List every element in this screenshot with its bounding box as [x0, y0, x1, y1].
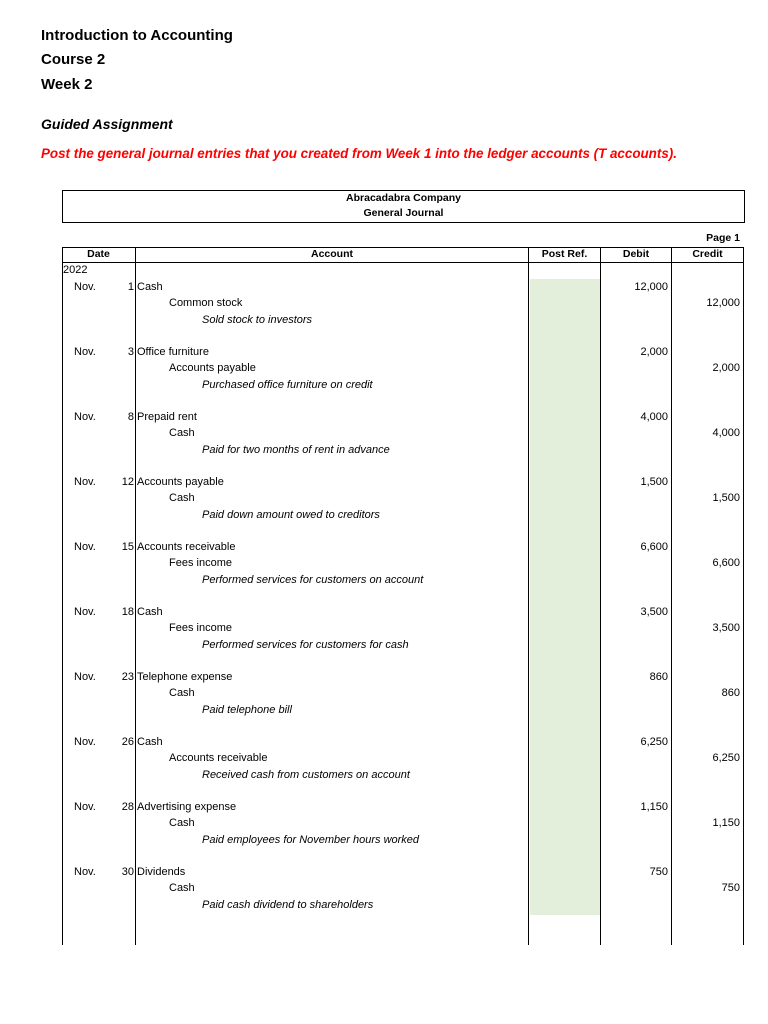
course-number: Course 2 — [41, 51, 106, 68]
entry-debit-account: Cash — [137, 281, 163, 293]
journal-entry-row — [0, 606, 768, 664]
entry-description: Paid cash dividend to shareholders — [202, 899, 374, 911]
course-title: Introduction to Accounting — [41, 27, 233, 44]
entry-day: 12 — [121, 476, 134, 488]
entry-debit-account: Dividends — [137, 866, 186, 878]
entry-day: 28 — [121, 801, 134, 813]
entry-description: Sold stock to investors — [202, 314, 313, 326]
journal-year: 2022 — [63, 264, 88, 276]
entry-debit-account: Accounts payable — [137, 476, 224, 488]
entry-debit-amount: 860 — [649, 671, 668, 683]
entry-month: Nov. — [74, 541, 96, 553]
entry-day: 18 — [121, 606, 134, 618]
entry-credit-amount: 3,500 — [712, 622, 740, 634]
entry-description: Received cash from customers on account — [202, 769, 410, 781]
journal-entry-row — [0, 476, 768, 534]
entry-debit-amount: 2,000 — [640, 346, 668, 358]
entry-credit-account: Cash — [169, 687, 195, 699]
page-number: Page 1 — [706, 232, 740, 244]
entry-debit-amount: 4,000 — [640, 411, 668, 423]
entry-credit-amount: 860 — [721, 687, 740, 699]
entry-debit-amount: 1,150 — [640, 801, 668, 813]
week-label: Week 2 — [41, 76, 93, 93]
entry-month: Nov. — [74, 346, 96, 358]
entry-credit-account: Cash — [169, 817, 195, 829]
entry-credit-amount: 1,150 — [712, 817, 740, 829]
entry-description: Paid down amount owed to creditors — [202, 509, 380, 521]
entry-credit-amount: 6,600 — [712, 557, 740, 569]
entry-credit-account: Cash — [169, 427, 195, 439]
entry-day: 1 — [127, 281, 134, 293]
entry-description: Purchased office furniture on credit — [202, 379, 373, 391]
entry-debit-account: Advertising expense — [137, 801, 237, 813]
entry-debit-amount: 1,500 — [640, 476, 668, 488]
entry-debit-amount: 6,250 — [640, 736, 668, 748]
entry-month: Nov. — [74, 476, 96, 488]
entry-debit-amount: 6,600 — [640, 541, 668, 553]
journal-entry-row — [0, 541, 768, 599]
entry-debit-account: Cash — [137, 736, 163, 748]
entry-credit-amount: 12,000 — [706, 297, 740, 309]
entry-debit-amount: 12,000 — [634, 281, 668, 293]
entry-credit-account: Cash — [169, 882, 195, 894]
entry-month: Nov. — [74, 281, 96, 293]
column-header-date: Date — [87, 248, 110, 260]
entry-credit-amount: 1,500 — [712, 492, 740, 504]
guided-assignment-heading: Guided Assignment — [41, 116, 173, 132]
journal-title: General Journal — [363, 207, 444, 219]
entry-debit-account: Accounts receivable — [137, 541, 236, 553]
entry-month: Nov. — [74, 671, 96, 683]
assignment-instruction: Post the general journal entries that you created from Week 1 into the ledger accounts (T accounts). — [41, 146, 677, 161]
entry-debit-account: Telephone expense — [137, 671, 233, 683]
entry-credit-amount: 6,250 — [712, 752, 740, 764]
entry-day: 15 — [121, 541, 134, 553]
entry-credit-amount: 2,000 — [712, 362, 740, 374]
entry-day: 3 — [127, 346, 134, 358]
entry-month: Nov. — [74, 801, 96, 813]
entry-month: Nov. — [74, 411, 96, 423]
entry-debit-account: Prepaid rent — [137, 411, 197, 423]
entry-credit-account: Fees income — [169, 622, 232, 634]
journal-entry-row — [0, 736, 768, 794]
entry-day: 30 — [121, 866, 134, 878]
column-header-post-ref: Post Ref. — [541, 248, 588, 260]
header-bottom-border — [62, 262, 743, 263]
entry-credit-account: Accounts payable — [169, 362, 256, 374]
column-header-debit: Debit — [622, 248, 650, 260]
journal-entry-row — [0, 866, 768, 924]
entry-day: 8 — [127, 411, 134, 423]
entry-credit-amount: 750 — [721, 882, 740, 894]
entry-credit-account: Accounts receivable — [169, 752, 268, 764]
entry-day: 23 — [121, 671, 134, 683]
journal-entry-row — [0, 411, 768, 469]
column-header-credit: Credit — [692, 248, 723, 260]
entry-credit-account: Fees income — [169, 557, 232, 569]
entry-day: 26 — [121, 736, 134, 748]
entry-debit-amount: 750 — [649, 866, 668, 878]
journal-entry-row — [0, 281, 768, 339]
company-name: Abracadabra Company — [346, 192, 461, 204]
journal-entry-row — [0, 671, 768, 729]
entry-month: Nov. — [74, 866, 96, 878]
entry-debit-account: Office furniture — [137, 346, 209, 358]
entry-month: Nov. — [74, 606, 96, 618]
entry-description: Performed services for customers for cash — [202, 639, 409, 651]
column-header-account: Account — [311, 248, 353, 260]
entry-credit-amount: 4,000 — [712, 427, 740, 439]
journal-title-box — [62, 190, 745, 223]
entry-credit-account: Common stock — [169, 297, 243, 309]
journal-entry-row — [0, 801, 768, 859]
entry-description: Performed services for customers on account — [202, 574, 424, 586]
journal-entry-row — [0, 346, 768, 404]
entry-credit-account: Cash — [169, 492, 195, 504]
entry-debit-amount: 3,500 — [640, 606, 668, 618]
entry-description: Paid employees for November hours worked — [202, 834, 420, 846]
entry-debit-account: Cash — [137, 606, 163, 618]
entry-description: Paid for two months of rent in advance — [202, 444, 390, 456]
entry-month: Nov. — [74, 736, 96, 748]
entry-description: Paid telephone bill — [202, 704, 292, 716]
